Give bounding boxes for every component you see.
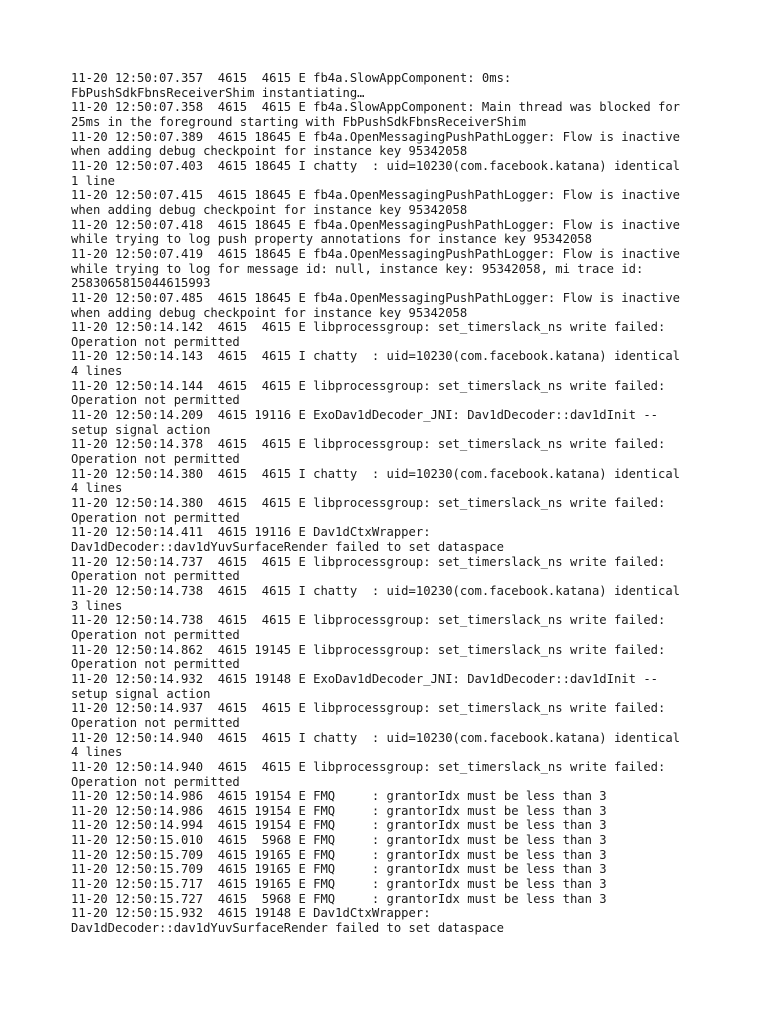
log-line: while trying to log push property annotations for instance key 95342058	[71, 232, 592, 247]
log-line: Operation not permitted	[71, 774, 240, 789]
log-line: Operation not permitted	[71, 569, 240, 584]
log-line: 1 line	[71, 173, 116, 188]
log-line: Operation not permitted	[71, 393, 240, 408]
log-line: 4 lines	[71, 481, 123, 496]
log-line: 4 lines	[71, 745, 123, 760]
log-line: 11-20 12:50:14.940 4615 4615 I chatty : uid=10230(com.facebook.katana) identical	[71, 730, 681, 745]
log-line: 11-20 12:50:14.144 4615 4615 E libprocessgroup: set_timerslack_ns write failed:	[71, 378, 666, 393]
log-line: Operation not permitted	[71, 715, 240, 730]
log-line: 11-20 12:50:14.142 4615 4615 E libprocessgroup: set_timerslack_ns write failed:	[71, 320, 666, 335]
log-line: 11-20 12:50:14.986 4615 19154 E FMQ : grantorIdx must be less than 3	[71, 789, 607, 804]
log-line: 11-20 12:50:14.380 4615 4615 E libprocessgroup: set_timerslack_ns write failed:	[71, 496, 666, 511]
log-line: 2583065815044615993	[71, 276, 211, 291]
log-line: 11-20 12:50:14.209 4615 19116 E ExoDav1dDecoder_JNI: Dav1dDecoder::dav1dInit --	[71, 408, 658, 423]
log-line: 11-20 12:50:14.932 4615 19148 E ExoDav1dDecoder_JNI: Dav1dDecoder::dav1dInit --	[71, 671, 658, 686]
log-line: 11-20 12:50:14.378 4615 4615 E libprocessgroup: set_timerslack_ns write failed:	[71, 437, 666, 452]
log-line: Operation not permitted	[71, 657, 240, 672]
log-line: 11-20 12:50:14.380 4615 4615 I chatty : uid=10230(com.facebook.katana) identical	[71, 466, 681, 481]
log-line: 11-20 12:50:14.738 4615 4615 I chatty : uid=10230(com.facebook.katana) identical	[71, 583, 681, 598]
log-line: 11-20 12:50:15.932 4615 19148 E Dav1dCtxWrapper:	[71, 906, 431, 921]
log-line: Operation not permitted	[71, 452, 240, 467]
log-line: 11-20 12:50:07.419 4615 18645 E fb4a.OpenMessagingPushPathLogger: Flow is inactive	[71, 246, 681, 261]
log-line: 11-20 12:50:15.727 4615 5968 E FMQ : grantorIdx must be less than 3	[71, 891, 607, 906]
log-line: 11-20 12:50:14.737 4615 4615 E libprocessgroup: set_timerslack_ns write failed:	[71, 554, 666, 569]
log-line: 11-20 12:50:07.358 4615 4615 E fb4a.SlowAppComponent: Main thread was blocked for	[71, 100, 681, 115]
log-line: 11-20 12:50:14.862 4615 19145 E libprocessgroup: set_timerslack_ns write failed:	[71, 642, 666, 657]
log-line: 11-20 12:50:14.738 4615 4615 E libprocessgroup: set_timerslack_ns write failed:	[71, 613, 666, 628]
log-line: 25ms in the foreground starting with FbPushSdkFbnsReceiverShim	[71, 114, 526, 129]
log-line: 3 lines	[71, 598, 123, 613]
log-line: 11-20 12:50:15.717 4615 19165 E FMQ : grantorIdx must be less than 3	[71, 877, 607, 892]
log-line: when adding debug checkpoint for instance key 95342058	[71, 202, 468, 217]
log-line: 11-20 12:50:15.010 4615 5968 E FMQ : grantorIdx must be less than 3	[71, 833, 607, 848]
log-line: Operation not permitted	[71, 334, 240, 349]
log-line: 11-20 12:50:15.709 4615 19165 E FMQ : grantorIdx must be less than 3	[71, 847, 607, 862]
log-line: 11-20 12:50:07.403 4615 18645 I chatty : uid=10230(com.facebook.katana) identical	[71, 158, 681, 173]
log-line: 11-20 12:50:07.357 4615 4615 E fb4a.SlowAppComponent: 0ms:	[71, 71, 512, 85]
log-text	[71, 71, 711, 936]
log-line: 11-20 12:50:15.709 4615 19165 E FMQ : grantorIdx must be less than 3	[71, 862, 607, 877]
log-line: setup signal action	[71, 686, 211, 701]
log-line: 11-20 12:50:14.994 4615 19154 E FMQ : grantorIdx must be less than 3	[71, 818, 607, 833]
log-line: 11-20 12:50:07.418 4615 18645 E fb4a.OpenMessagingPushPathLogger: Flow is inactive	[71, 217, 681, 232]
log-line: Dav1dDecoder::dav1dYuvSurfaceRender failed to set dataspace	[71, 921, 504, 936]
log-line: setup signal action	[71, 422, 211, 437]
log-line: FbPushSdkFbnsReceiverShim instantiating…	[71, 85, 365, 100]
log-line: 11-20 12:50:14.411 4615 19116 E Dav1dCtxWrapper:	[71, 525, 431, 540]
log-line: when adding debug checkpoint for instance key 95342058	[71, 144, 468, 159]
log-line: 11-20 12:50:07.415 4615 18645 E fb4a.OpenMessagingPushPathLogger: Flow is inactive	[71, 188, 681, 203]
log-line: 11-20 12:50:14.143 4615 4615 I chatty : uid=10230(com.facebook.katana) identical	[71, 349, 681, 364]
log-line: when adding debug checkpoint for instance key 95342058	[71, 305, 468, 320]
log-line: 4 lines	[71, 364, 123, 379]
log-line: 11-20 12:50:14.940 4615 4615 E libprocessgroup: set_timerslack_ns write failed:	[71, 759, 666, 774]
log-line: 11-20 12:50:14.986 4615 19154 E FMQ : grantorIdx must be less than 3	[71, 803, 607, 818]
log-line: 11-20 12:50:07.485 4615 18645 E fb4a.OpenMessagingPushPathLogger: Flow is inactive	[71, 290, 681, 305]
log-line: while trying to log for message id: null, instance key: 95342058, mi trace id:	[71, 261, 644, 276]
log-line: 11-20 12:50:07.389 4615 18645 E fb4a.OpenMessagingPushPathLogger: Flow is inactive	[71, 129, 681, 144]
log-line: Dav1dDecoder::dav1dYuvSurfaceRender failed to set dataspace	[71, 540, 504, 554]
log-line: Operation not permitted	[71, 627, 240, 642]
log-line: Operation not permitted	[71, 510, 240, 525]
log-line: 11-20 12:50:14.937 4615 4615 E libprocessgroup: set_timerslack_ns write failed:	[71, 701, 666, 716]
